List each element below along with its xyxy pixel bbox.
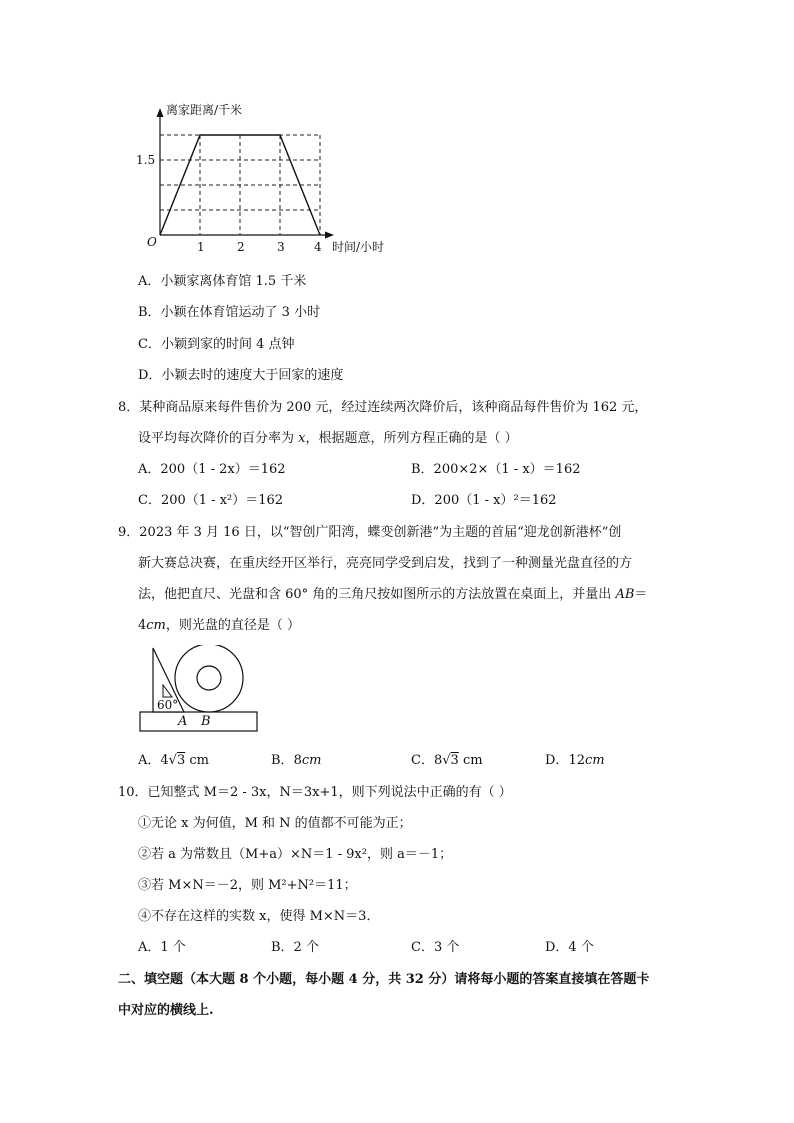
origin-label: O — [147, 235, 157, 249]
q9-text-c: ，则光盘的直径是（ ） — [165, 618, 301, 633]
x-axis-label: 时间/小时 — [332, 240, 385, 254]
q9-line1: 9．2023 年 3 月 16 日，以“智创广阳湾，蝶变创新港”为主题的首届“迎龙创新港杯”创 — [118, 525, 622, 540]
section2-heading-line1: 二、填空题（本大题 8 个小题，每小题 4 分，共 32 分）请将每小题的答案直接填在答题卡 — [118, 972, 650, 987]
option-num: 4 — [160, 753, 169, 768]
option-unit: cm — [584, 753, 605, 768]
q10-option-b: B．2 个 — [271, 940, 319, 955]
q8-text-b: ，根据题意，所列方程正确的是（ ） — [305, 431, 518, 446]
q9-option-b — [271, 749, 321, 768]
disc-measure-figure — [135, 645, 265, 735]
q9-text-a: 法，他把直尺、光盘和含 60° 角的三角尺按如图所示的方法放置在桌面上，并量出 — [138, 587, 616, 602]
q8-line1: 8．某种商品原来每件售价为 200 元，经过连续两次降价后，该种商品每件售价为 162 元， — [118, 400, 648, 415]
y-tick-label: 1.5 — [136, 153, 156, 167]
x-tick-label: 1 — [197, 240, 205, 254]
option-unit: cm — [189, 753, 209, 768]
x-tick-label: 3 — [277, 240, 285, 254]
option-prefix: B． — [271, 753, 294, 768]
q9-text-b: ＝ — [634, 587, 648, 602]
q9-ab-value: 4 — [138, 618, 147, 633]
q10-statement-2: ②若 a 为常数且（M+a）×N＝1 - 9x²，则 a＝－1； — [138, 847, 453, 862]
q8-var-x: x — [298, 431, 306, 446]
radicand: 3 — [176, 753, 186, 768]
q10-statement-4: ④不存在这样的实数 x，使得 M×N＝3． — [138, 909, 380, 924]
radicand: 3 — [450, 753, 459, 768]
sqrt-symbol: √ — [442, 753, 451, 768]
point-b-label: B — [201, 714, 211, 729]
q9-option-a — [138, 749, 209, 768]
q10-option-d: D．4 个 — [545, 940, 594, 955]
x-axis-arrow — [325, 232, 334, 239]
option-prefix: D． — [545, 753, 569, 768]
option-prefix: A． — [138, 753, 161, 768]
section2-heading-line2: 中对应的横线上. — [118, 1003, 214, 1018]
q10-line1: 10．已知整式 M＝2 - 3x，N＝3x+1，则下列说法中正确的有（ ） — [118, 785, 512, 800]
option-prefix: C． — [411, 753, 434, 768]
q8-option-d: D．200（1 - x）²＝162 — [411, 493, 557, 508]
grid-lines — [160, 135, 320, 235]
q10-statement-3: ③若 M×N＝－2，则 M²+N²＝11； — [138, 878, 357, 893]
sqrt-symbol: √ — [168, 753, 177, 768]
option-unit: cm — [462, 753, 483, 768]
q8-option-c: C．200（1 - x²）＝162 — [138, 493, 284, 508]
q9-option-c — [411, 749, 483, 768]
q7-option-d: D．小颖去时的速度大于回家的速度 — [138, 368, 344, 383]
q7-option-a: A．小颖家离体育馆 1.5 千米 — [138, 274, 307, 289]
distance-time-graph — [130, 98, 390, 260]
q10-option-c: C．3 个 — [411, 940, 460, 955]
q7-option-b: B．小颖在体育馆运动了 3 小时 — [138, 305, 321, 320]
q8-option-a: A．200（1 - 2x）＝162 — [138, 462, 286, 477]
angle-label: 60° — [157, 698, 179, 712]
y-axis-label: 离家距离/千米 — [166, 103, 243, 117]
q10-option-a: A．1 个 — [138, 940, 186, 955]
ruler — [140, 712, 257, 731]
q10-statement-1: ①无论 x 为何值，M 和 N 的值都不可能为正； — [138, 816, 412, 831]
x-tick-label: 2 — [237, 240, 245, 254]
q7-option-c: C．小颖到家的时间 4 点钟 — [138, 337, 295, 352]
option-unit: cm — [301, 753, 322, 768]
q8-option-b: B．200×2×（1 - x）＝162 — [411, 462, 581, 477]
y-axis-arrow — [157, 108, 164, 117]
option-num: 8 — [293, 753, 302, 768]
point-a-label: A — [178, 714, 188, 729]
q8-line2 — [138, 427, 518, 446]
option-num: 12 — [568, 753, 585, 768]
x-tick-label: 4 — [314, 240, 322, 254]
option-num: 8 — [433, 753, 443, 768]
q9-line4 — [138, 614, 300, 633]
q9-line2: 新大赛总决赛，在重庆经开区举行，亮亮同学受到启发，找到了一种测量光盘直径的方 — [138, 556, 633, 571]
disc-hole — [197, 666, 221, 690]
q9-ab-unit: cm — [146, 618, 166, 633]
q9-option-d — [545, 749, 605, 768]
q9-line3 — [138, 583, 647, 602]
q8-text-a: 设平均每次降价的百分率为 — [138, 431, 299, 446]
q9-var-ab: AB — [615, 587, 635, 602]
